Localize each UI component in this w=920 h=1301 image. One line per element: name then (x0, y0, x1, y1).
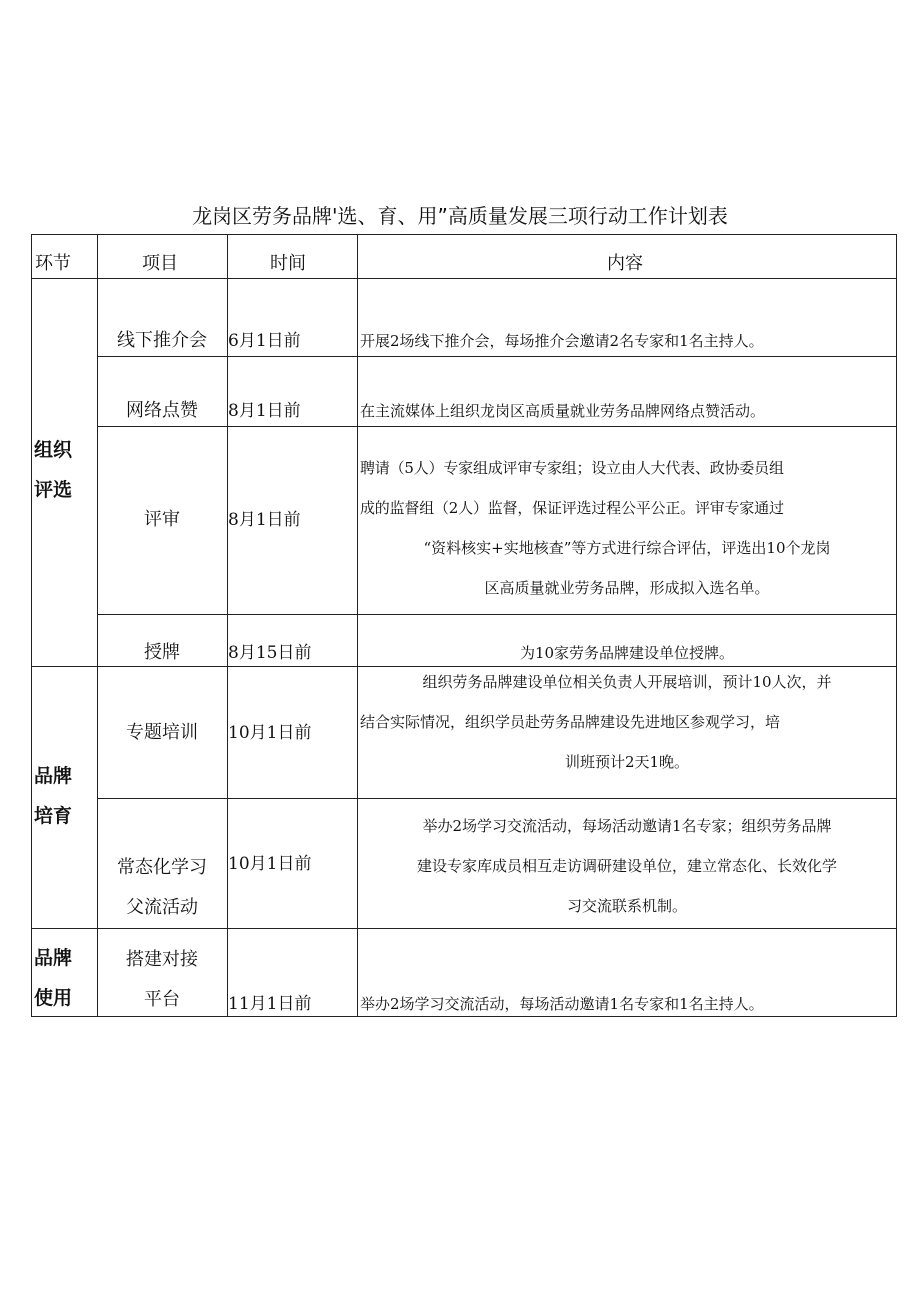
content-cell: 组织劳务品牌建设单位相关负责人开展培训，预计10人次，并 结合实际情况，组织学员赴劳务品牌建设先进地区参观学习，培 训班预计2天1晚。 (360, 673, 832, 771)
table-border-left (31, 234, 32, 1017)
time-cell: 10月1日前 (228, 723, 312, 743)
row-divider (97, 614, 897, 615)
stage-label: 品牌 培育 (34, 765, 73, 827)
time-cell: 8月1日前 (228, 510, 301, 530)
header-content: 内容 (607, 253, 643, 274)
content-cell: 举办2场学习交流活动，每场活动邀请1名专家；组织劳务品牌 建设专家库成员相互走访调研建设单位，建立常态化、长效化学 习交流联系机制。 (416, 817, 837, 915)
item-cell: 专题培训 (126, 722, 198, 743)
item-cell: 常态化学习 父流活动 (117, 857, 207, 918)
table-border-right (896, 234, 897, 1017)
time-cell: 8月15日前 (228, 643, 312, 663)
item-cell: 授牌 (144, 642, 180, 663)
content-cell: 为10家劳务品牌建设单位授牌。 (519, 644, 735, 662)
time-cell: 11月1日前 (228, 994, 312, 1014)
header-item: 项目 (142, 253, 178, 274)
item-cell: 网络点赞 (126, 400, 198, 421)
content-cell: 举办2场学习交流活动，每场活动邀请1名专家和1名主持人。 (360, 995, 764, 1013)
column-divider-time (357, 234, 358, 1017)
header-time: 时间 (270, 253, 306, 274)
group-divider (31, 928, 897, 929)
header-stage: 环节 (35, 253, 71, 274)
item-cell: 线下推介会 (117, 330, 207, 351)
document-title: 龙岗区劳务品牌'选、育、用”高质量发展三项行动工作计划表 (192, 204, 728, 228)
stage-label: 组织 评选 (34, 439, 73, 501)
content-cell: 聘请（5人）专家组成评审专家组；设立由人大代表、政协委员组 成的监督组（2人）监督，保证评选过程公平公正。评审专家通过 “资料核实+实地核查”等方式进行综合评估，评选出10个龙岗 区高质量就业劳务品牌，形成拟入选名单。 (360, 459, 831, 597)
stage-label: 品牌 使用 (34, 947, 73, 1009)
header-divider (31, 278, 897, 279)
content-cell: 开展2场线下推介会，每场推介会邀请2名专家和1名主持人。 (360, 332, 764, 350)
table-border-top (31, 234, 897, 235)
item-cell: 评审 (144, 509, 180, 530)
row-divider (97, 798, 897, 799)
item-cell: 搭建对接 平台 (126, 949, 198, 1010)
time-cell: 6月1日前 (228, 331, 301, 351)
content-cell: 在主流媒体上组织龙岗区高质量就业劳务品牌网络点赞活动。 (360, 402, 766, 420)
time-cell: 10月1日前 (228, 854, 312, 874)
time-cell: 8月1日前 (228, 401, 301, 421)
